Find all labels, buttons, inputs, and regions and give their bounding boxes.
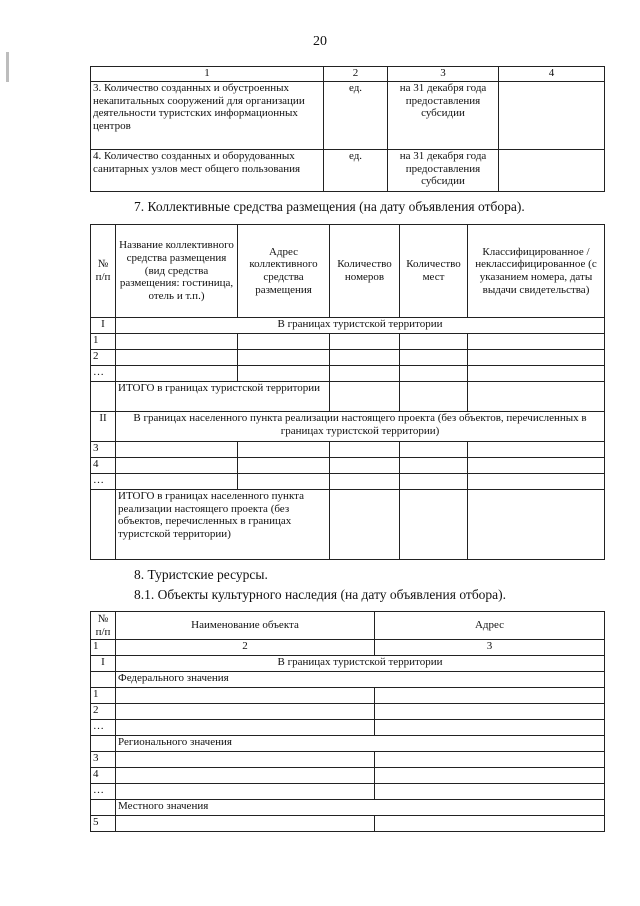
group-title: В границах туристской территории — [116, 656, 605, 672]
header-cell: 1 — [91, 67, 324, 82]
index-cell: 1 — [91, 640, 116, 656]
row-num: 3 — [91, 752, 116, 768]
indicator-unit: ед. — [324, 82, 388, 150]
table-row — [91, 350, 605, 366]
row-num: 3 — [91, 442, 116, 458]
indicator-name: 4. Количество созданных и оборудованных санитарных узлов мест общего пользования — [91, 150, 324, 192]
table-row — [91, 474, 605, 490]
indicator-date: на 31 декабря года предоставления субсидии — [388, 82, 499, 150]
col-header-num: № п/п — [91, 225, 116, 318]
row-num: 5 — [91, 816, 116, 832]
table-row — [91, 67, 605, 82]
row-num: 1 — [91, 688, 116, 704]
group-row — [91, 412, 605, 442]
total-row — [91, 382, 605, 412]
subgroup-label: Местного значения — [116, 800, 605, 816]
total-label: ИТОГО в границах туристской территории — [116, 382, 330, 412]
indicator-date: на 31 декабря года предоставления субсидии — [388, 150, 499, 192]
index-cell: 3 — [375, 640, 605, 656]
col-header-address: Адрес — [375, 612, 605, 640]
heritage-table — [90, 611, 605, 832]
subgroup-row — [91, 800, 605, 816]
col-header-places: Количество мест — [400, 225, 468, 318]
header-cell: 2 — [324, 67, 388, 82]
col-header-rooms: Количество номеров — [330, 225, 400, 318]
indicators-table — [90, 66, 605, 192]
table-row — [91, 704, 605, 720]
indicator-value — [499, 150, 605, 192]
subgroup-row — [91, 736, 605, 752]
row-num: … — [91, 784, 116, 800]
group-title: В границах туристской территории — [116, 318, 605, 334]
total-row — [91, 490, 605, 560]
table-row — [91, 458, 605, 474]
row-num: … — [91, 720, 116, 736]
table-row — [91, 816, 605, 832]
indicator-unit: ед. — [324, 150, 388, 192]
row-num: … — [91, 474, 116, 490]
col-header-class: Классифицированное / неклассифицированное (с указанием номера, даты выдачи свидетельства) — [468, 225, 605, 318]
section-7-title: 7. Коллективные средства размещения (на дату объявления отбора). — [134, 199, 525, 214]
col-header-address: Адрес коллективного средства размещения — [238, 225, 330, 318]
col-header-num: № п/п — [91, 612, 116, 640]
table-row — [91, 82, 605, 150]
page-number: 20 — [313, 34, 327, 49]
table-row — [91, 768, 605, 784]
table-row — [91, 612, 605, 640]
row-num: 1 — [91, 334, 116, 350]
table-row — [91, 752, 605, 768]
row-num: 2 — [91, 350, 116, 366]
table-row — [91, 150, 605, 192]
table-row — [91, 225, 605, 318]
subgroup-label: Регионального значения — [116, 736, 605, 752]
table-row — [91, 688, 605, 704]
subgroup-row — [91, 672, 605, 688]
row-num: 4 — [91, 768, 116, 784]
total-label: ИТОГО в границах населенного пункта реализации настоящего проекта (без объектов, перечисленных в границах туристской территории) — [116, 490, 330, 560]
section-8-title: 8. Туристские ресурсы. — [134, 567, 268, 582]
index-row — [91, 640, 605, 656]
row-num: 2 — [91, 704, 116, 720]
row-num: 4 — [91, 458, 116, 474]
index-cell: 2 — [116, 640, 375, 656]
header-cell: 4 — [499, 67, 605, 82]
indicator-value — [499, 82, 605, 150]
table-row — [91, 366, 605, 382]
col-header-name: Название коллективного средства размещения (вид средства размещения: гостиница, отель и т.п.) — [116, 225, 238, 318]
indicator-name: 3. Количество созданных и обустроенных некапитальных сооружений для организации деятельности туристских информационных центров — [91, 82, 324, 150]
section-8-1-title: 8.1. Объекты культурного наследия (на дату объявления отбора). — [134, 587, 507, 602]
row-num: … — [91, 366, 116, 382]
group-title: В границах населенного пункта реализации настоящего проекта (без объектов, перечисленных в границах туристской территории) — [116, 412, 605, 442]
scan-mark — [6, 52, 9, 82]
group-num: I — [91, 318, 116, 334]
group-row — [91, 656, 605, 672]
col-header-name: Наименование объекта — [116, 612, 375, 640]
table-row — [91, 334, 605, 350]
table-row — [91, 442, 605, 458]
header-cell: 3 — [388, 67, 499, 82]
table-row — [91, 720, 605, 736]
group-num: II — [91, 412, 116, 442]
group-row — [91, 318, 605, 334]
subgroup-label: Федерального значения — [116, 672, 605, 688]
group-num: I — [91, 656, 116, 672]
accommodation-table — [90, 224, 605, 560]
table-row — [91, 784, 605, 800]
